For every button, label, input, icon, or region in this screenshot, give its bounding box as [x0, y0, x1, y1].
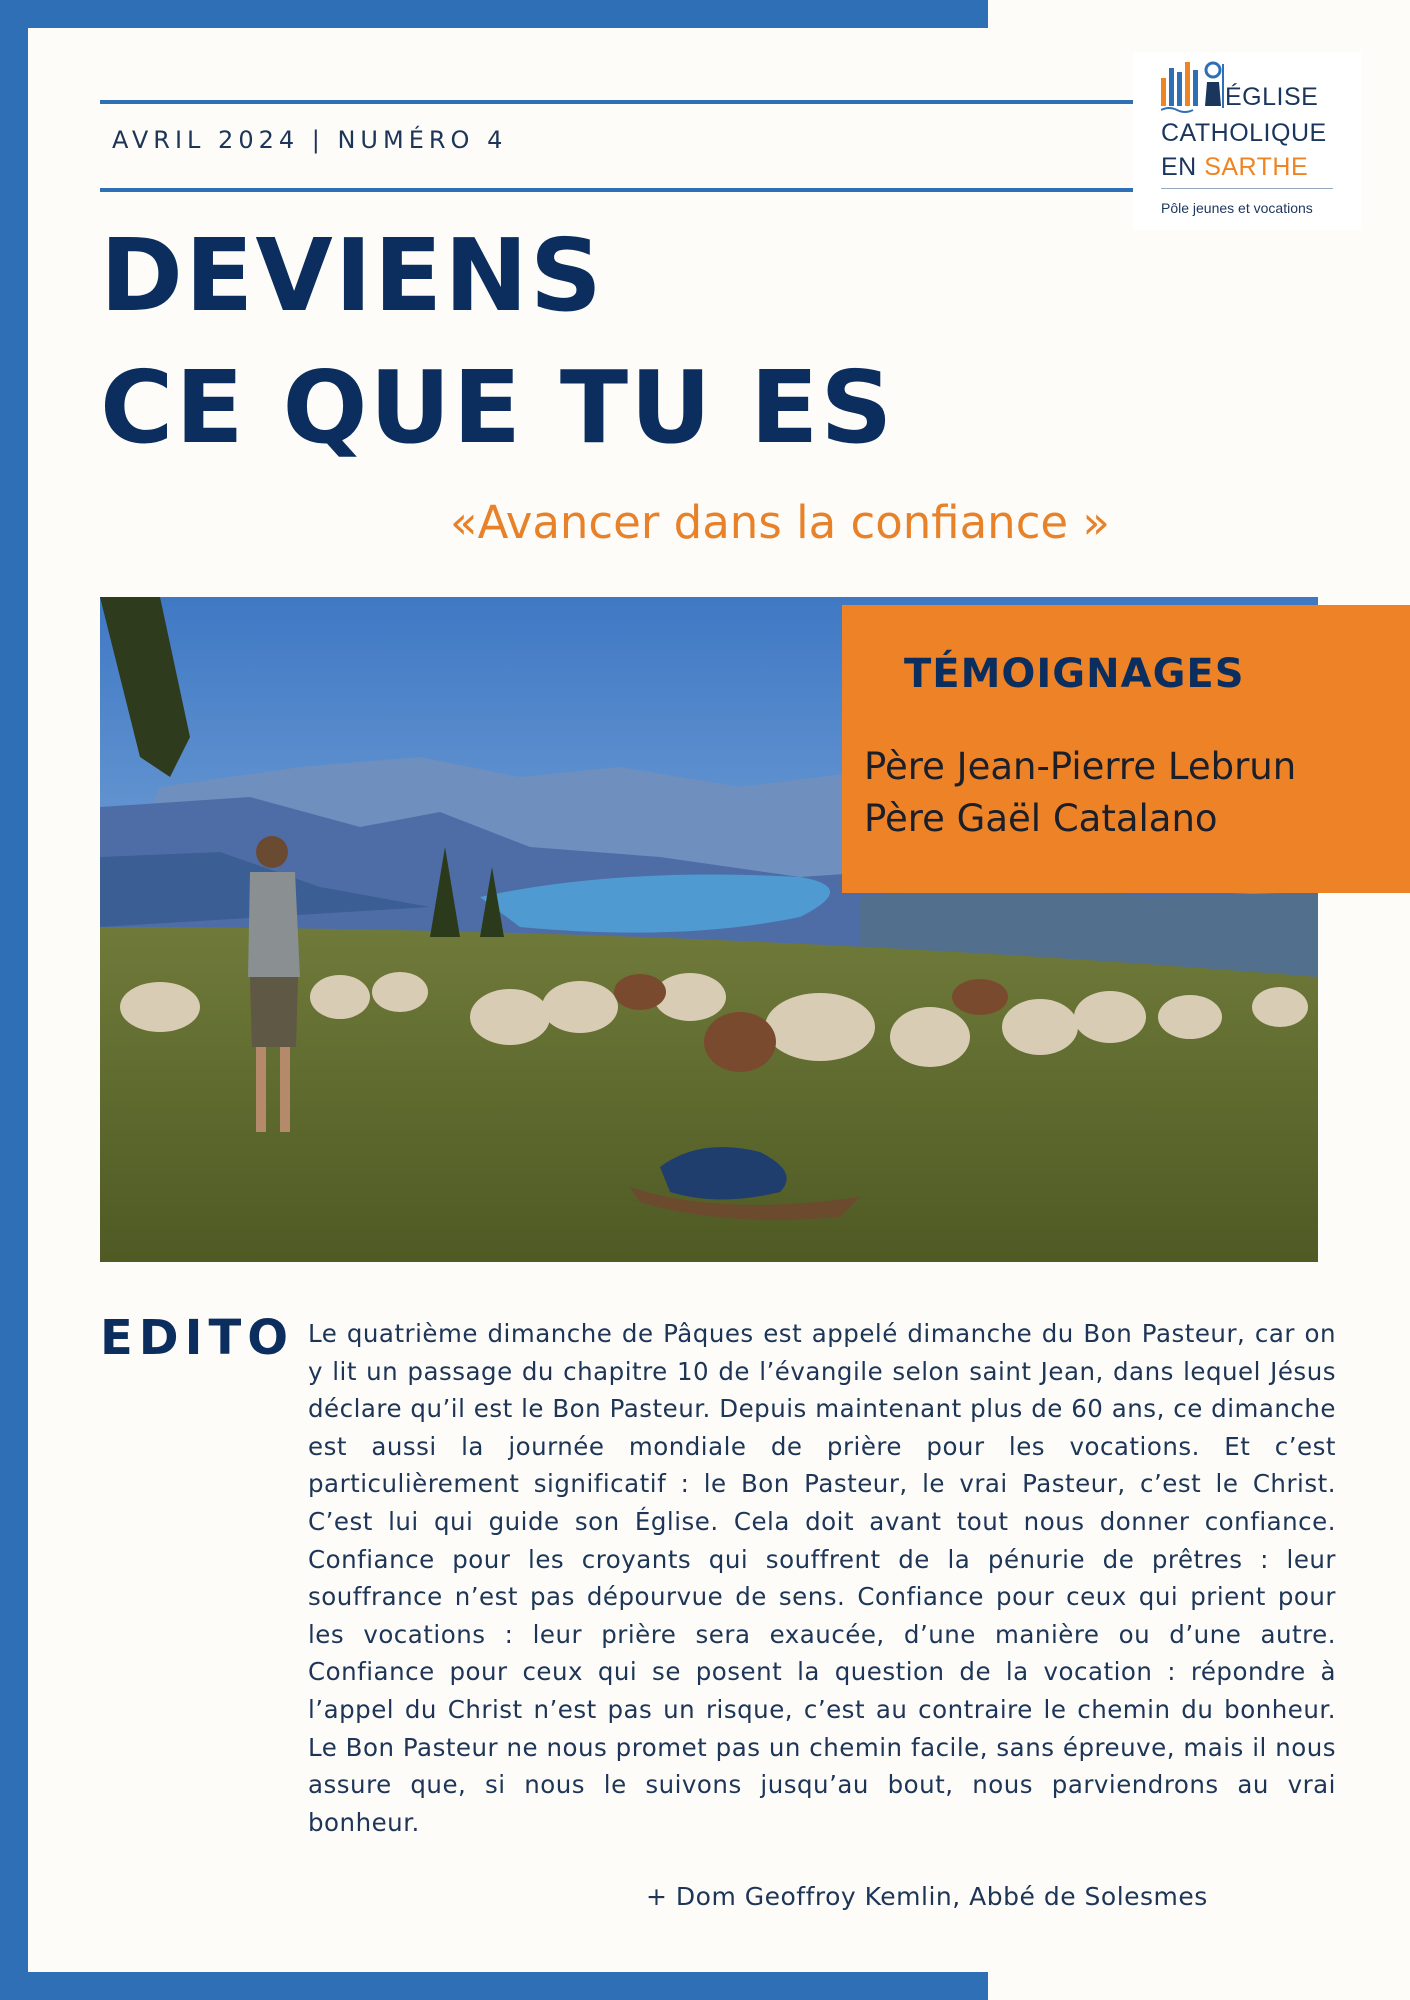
header-rule-top: [100, 100, 1133, 104]
page-title: [100, 210, 894, 474]
logo-divider: [1161, 188, 1333, 189]
edito-heading: EDITO: [100, 1310, 295, 1366]
logo-text-en: EN: [1161, 153, 1205, 181]
edito-signature: + Dom Geoffroy Kemlin, Abbé de Solesmes: [646, 1882, 1208, 1911]
frame-bottom-bar: [0, 1972, 988, 2000]
testimony-name: Père Gaël Catalano: [864, 797, 1218, 840]
issue-date: AVRIL 2024 | NUMÉRO 4: [112, 126, 508, 154]
logo-text-catholique: CATHOLIQUE: [1161, 119, 1327, 147]
testimonies-list: [864, 741, 1296, 845]
page-title-line2: CE QUE TU ES: [100, 349, 895, 466]
logo-text-eglise: ÉGLISE: [1225, 83, 1319, 111]
frame-top-bar: [0, 0, 988, 28]
frame-left-bar: [0, 0, 28, 2000]
header-rule-bottom: [100, 188, 1133, 192]
church-logo-icon: [1161, 58, 1227, 118]
page-title-line1: DEVIENS: [100, 217, 604, 334]
testimonies-box: [842, 605, 1410, 893]
testimony-name: Père Jean-Pierre Lebrun: [864, 745, 1297, 788]
logo-text-sarthe-accent: SARTHE: [1204, 153, 1309, 181]
logo-text-sarthe: [1161, 152, 1308, 182]
page-subtitle: «Avancer dans la confiance »: [450, 496, 1110, 549]
logo-subline: Pôle jeunes et vocations: [1161, 200, 1313, 216]
testimonies-heading: TÉMOIGNAGES: [904, 651, 1245, 697]
diocese-logo: [1133, 52, 1361, 230]
edito-body: Le quatrième dimanche de Pâques est appelé dimanche du Bon Pasteur, car on y lit un passage du chapitre 10 de l’évangile selon saint Jean, dans lequel Jésus déclare qu’il est le Bon Pasteur. Depuis maintenant plus de 60 ans, ce dimanche est aussi la journée mondiale de prière pour les vocations. Et c’est particulièrement significatif : le Bon Pasteur, le vrai Pasteur, c’est le Christ. C’est lui qui guide son Église. Cela doit avant tout nous donner confiance. Confiance pour les croyants qui souffrent de la pénurie de prêtres : leur souffrance n’est pas dépourvue de sens. Confiance pour ceux qui prient pour les vocations : leur prière sera exaucée, d’une manière ou d’une autre. Confiance pour ceux qui se posent la question de la vocation : répondre à l’appel du Christ n’est pas un risque, c’est au contraire le chemin du bonheur. Le Bon Pasteur ne nous promet pas un chemin facile, sans épreuve, mais il nous assure que, si nous le suivons jusqu’au bout, nous parviendrons au vrai bonheur.: [308, 1319, 1336, 1837]
